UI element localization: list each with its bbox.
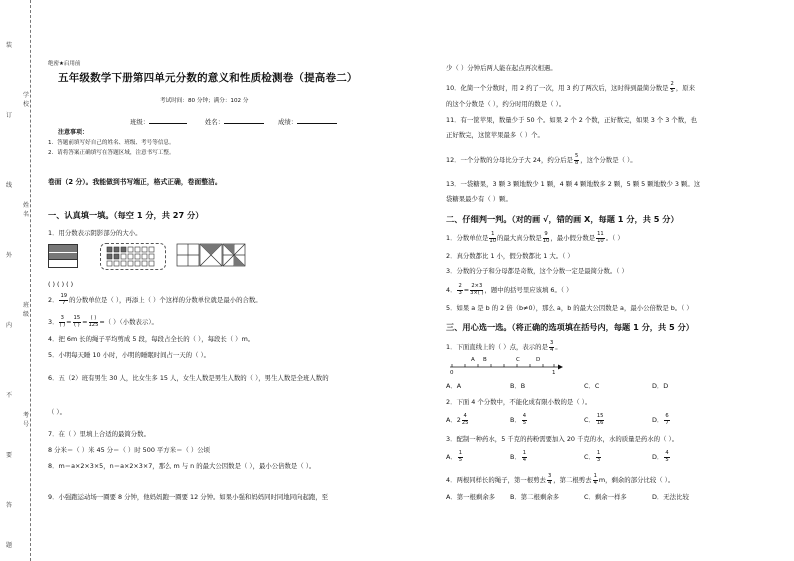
fraction: $\frac{11}{10}$ (597, 231, 604, 244)
fraction: $\frac{2\times 3}{3\times( )}$ (470, 283, 484, 296)
binding-label: 考号 (22, 412, 29, 428)
q3-prefix: 3． (48, 318, 59, 326)
binding-label: 姓名 (22, 202, 29, 218)
s1-q6: 6．五（2）班有男生 30 人，比女生多 15 人，女生人数是男生人数的（ ），男生人数是全班人数的 (48, 374, 329, 382)
section-3-title: 三、用心选一选。（将正确的选项填在括号内，每题 1 分，共 5 分） (446, 322, 694, 332)
binding-label: 班级 (22, 302, 29, 318)
shaded-grid-figure (100, 243, 166, 270)
c2-option-b: B． $\frac{4}{5}$ (510, 413, 527, 426)
s3-c3: 3．配制一种药水，5 千克的药粉需要加入 20 千克的水，水的质量是药水的（ ）。 (446, 435, 679, 443)
binding-mark: 要 (6, 452, 13, 459)
q9-cont: 少（ ）分钟后两人能在起点再次相遇。 (446, 64, 557, 72)
fraction: $\frac{1}{10}$ (489, 231, 497, 244)
s2-j3: 3．分数的分子和分母都是奇数，这个分数一定是最简分数。（ ） (446, 267, 628, 275)
s2-j2: 2．真分数都比 1 小，假分数都比 1 大。（ ） (446, 252, 574, 260)
s3-c4 (446, 474, 674, 486)
fraction: $\frac{3}{( )}$ (59, 315, 66, 328)
fraction: $\frac{1}{4}$ (593, 473, 597, 486)
shaded-squares-figure (176, 243, 246, 267)
binding-label: 学校 (22, 92, 29, 108)
score-label: 成绩： (278, 118, 298, 126)
s1-q7: 7．在（ ）里填上合适的最简分数。 (48, 430, 150, 438)
q12-text: 12．一个分数的分母比分子大 24，约分后是 (446, 156, 573, 164)
point-label: B (483, 357, 487, 363)
s1-q13-cont: 袋糖果最少有（ ）颗。 (446, 195, 512, 203)
name-label: 姓名： (205, 118, 225, 126)
exam-meta: 考试时间：80 分钟；满分：102 分 (160, 98, 249, 104)
point-label: C (516, 357, 520, 363)
binding-mark: 订 (6, 112, 13, 119)
s3-c1 (446, 341, 562, 353)
notes-item: 1．答题前填写好自己的姓名、班级、考号等信息。 (48, 140, 175, 146)
s1-q11-cont: 正好数完，这筐苹果最多（ ）个。 (446, 131, 544, 139)
section-2-title: 二、仔细判一判。（对的画 √，错的画 X，每题 1 分，共 5 分） (446, 214, 679, 224)
q2-prefix: 2． (48, 296, 59, 304)
s1-q9: 9．小强跑运动场一圈要 8 分钟，他妈妈跑一圈要 12 分钟。如果小强和妈妈同时同地同向起跑，至 (48, 493, 329, 501)
fraction: $\frac{15}{( )}$ (73, 315, 81, 328)
c4-text3: m，剩余的部分比较（ ）。 (598, 476, 675, 484)
s1-q12 (446, 154, 637, 166)
s1-q1: 1．用分数表示阴影部分的大小。 (48, 229, 142, 237)
q10-text: 10．化简一个分数时，用 2 约了一次，用 3 约了两次后，这时得到最简分数是 (446, 84, 669, 92)
c4-option-a: A．第一根剩余多 (446, 493, 496, 501)
c1-option-b: B．B (510, 382, 526, 390)
equals: = (66, 318, 72, 326)
binding-mark: 外 (6, 252, 13, 259)
c2-option-c: C． $\frac{15}{16}$ (584, 413, 604, 426)
fraction: $\frac{19}{7}$ (60, 293, 68, 306)
binding-mark: 不 (6, 392, 13, 399)
c1-text2: 。 (555, 343, 562, 351)
binding-margin (0, 0, 36, 561)
s1-q5: 5．小明每天睡 10 小时，小明的睡眠时间占一天的（ ）。 (48, 351, 211, 359)
score-field (278, 118, 337, 126)
binding-mark: 题 (6, 542, 13, 549)
page-title: 五年级数学下册第四单元分数的意义和性质检测卷（提高卷二） (58, 72, 358, 84)
fraction: $\frac{( )}{125}$ (88, 315, 99, 328)
class-field (130, 118, 187, 126)
s1-q8: 8．m＝a×2×3×5，n＝a×2×3×7，那么 m 与 n 的最大公因数是（ ），最小公倍数是（ ）。 (48, 462, 316, 470)
shaded-rectangle-figure (48, 244, 78, 268)
s1-q6-cont: （ ）。 (48, 408, 67, 416)
tick-label: 0 (450, 370, 454, 376)
class-label: 班级： (130, 118, 150, 126)
fraction: $\frac{9}{10}$ (542, 231, 550, 244)
equals: = (463, 286, 470, 294)
j4-text: ，题中的括号里应该填 6。（ ） (484, 286, 573, 294)
j1-text2: 的最大真分数是 (497, 234, 542, 242)
name-field (205, 118, 264, 126)
s1-q2 (48, 294, 262, 306)
c4-option-b: B．第二根剩余多 (510, 493, 560, 501)
fraction: $\frac{2}{5}$ (670, 81, 674, 94)
binding-mark: 线 (6, 182, 13, 189)
c2-option-d: D． $\frac{6}{7}$ (652, 413, 669, 426)
c3-option-d: D． $\frac{4}{5}$ (652, 450, 669, 463)
q2-text: 的分数单位是（ ），再添上（ ）个这样的分数单位就是最小的合数。 (69, 296, 262, 304)
fraction: $\frac{3}{4}$ (549, 340, 554, 353)
c4-option-d: D．无法比较 (652, 493, 689, 501)
number-line (446, 356, 566, 378)
fraction: $\frac{2}{3}$ (458, 283, 462, 296)
secret-label: 绝密★启用前 (48, 61, 81, 67)
c2-option-a: A．2 $\frac{4}{25}$ (446, 413, 469, 426)
binding-dashed-line (30, 0, 31, 561)
notes-item: 2．请将答案正确填写在答题区域，注意书写工整。 (48, 150, 175, 156)
j1-text4: 。（ ） (605, 234, 624, 242)
j4-prefix: 4． (446, 286, 457, 294)
s1-q4: 4．把 6m 长的绳子平均剪成 5 段，每段占全长的（ ），每段长（ ）m。 (48, 335, 255, 343)
c1-option-a: A．A (446, 382, 462, 390)
s1-q13: 13．一袋糖果，3 颗 3 颗地数少 1 颗，4 颗 4 颗地数多 2 颗，5 颗 5 颗地数少 3 颗。这 (446, 180, 701, 188)
binding-mark: 装 (6, 42, 13, 49)
s1-q11: 11．有一筐苹果，数量少于 50 个。如果 2 个 2 个数，正好数完，如果 3 个 3 个数，也 (446, 116, 697, 124)
s2-j1 (446, 232, 624, 244)
point-label: D (536, 357, 541, 363)
q12-text2: ，这个分数是（ ）。 (580, 156, 637, 164)
c4-option-c: C．剩余一样多 (584, 493, 627, 501)
s3-c2: 2．下面 4 个分数中，不能化成有限小数的是（ ）。 (446, 398, 592, 406)
c3-option-b: B． $\frac{1}{4}$ (510, 450, 527, 463)
neatness-line: 卷面（2 分）。我能做到书写端正，格式正确，卷面整洁。 (48, 178, 222, 186)
c3-option-c: C． $\frac{1}{3}$ (584, 450, 601, 463)
c3-option-a: A． $\frac{1}{5}$ (446, 450, 463, 463)
s1-q3 (48, 316, 158, 328)
tick-label: 1 (552, 370, 556, 376)
c1-option-d: D．D (652, 382, 669, 390)
c4-text2: ，第二根剪去 (553, 476, 592, 484)
point-label: A (471, 357, 475, 363)
s2-j5: 5．如果 a 是 b 的 2 倍（b≠0），那么 a，b 的最大公因数是 a，最小公倍数是 b。（ ） (446, 304, 693, 312)
q3-text: =（ ）（小数表示）。 (99, 318, 158, 326)
binding-mark: 答 (6, 502, 13, 509)
fraction: $\frac{5}{8}$ (574, 153, 579, 166)
s1-q10 (446, 82, 695, 94)
s1-q10-cont: 的这个分数是（ ），约分时用的数是（ ）。 (446, 100, 566, 108)
s1-q1-blanks: ( ) ( ) ( ) (48, 280, 74, 288)
q10-text2: ，原来 (675, 84, 695, 92)
s2-j4 (446, 284, 573, 296)
c1-option-c: C．C (584, 382, 600, 390)
c4-text: 4．两根同样长的绳子，第一根剪去 (446, 476, 546, 484)
notes-title: 注意事项： (58, 129, 89, 136)
section-1-title: 一、认真填一填。（每空 1 分，共 27 分） (48, 210, 204, 220)
binding-mark: 内 (6, 322, 13, 329)
equals: = (82, 318, 88, 326)
j1-text3: ，最小假分数是 (550, 234, 596, 242)
j1-text: 1．分数单位是 (446, 234, 489, 242)
s1-q7-row: 8 分米＝（ ）米 45 分＝（ ）时 500 平方米＝（ ）公顷 (48, 446, 211, 454)
fraction: $\frac{3}{4}$ (547, 473, 552, 486)
c1-text: 1．下面直线上的（ ）点，表示的是 (446, 343, 548, 351)
